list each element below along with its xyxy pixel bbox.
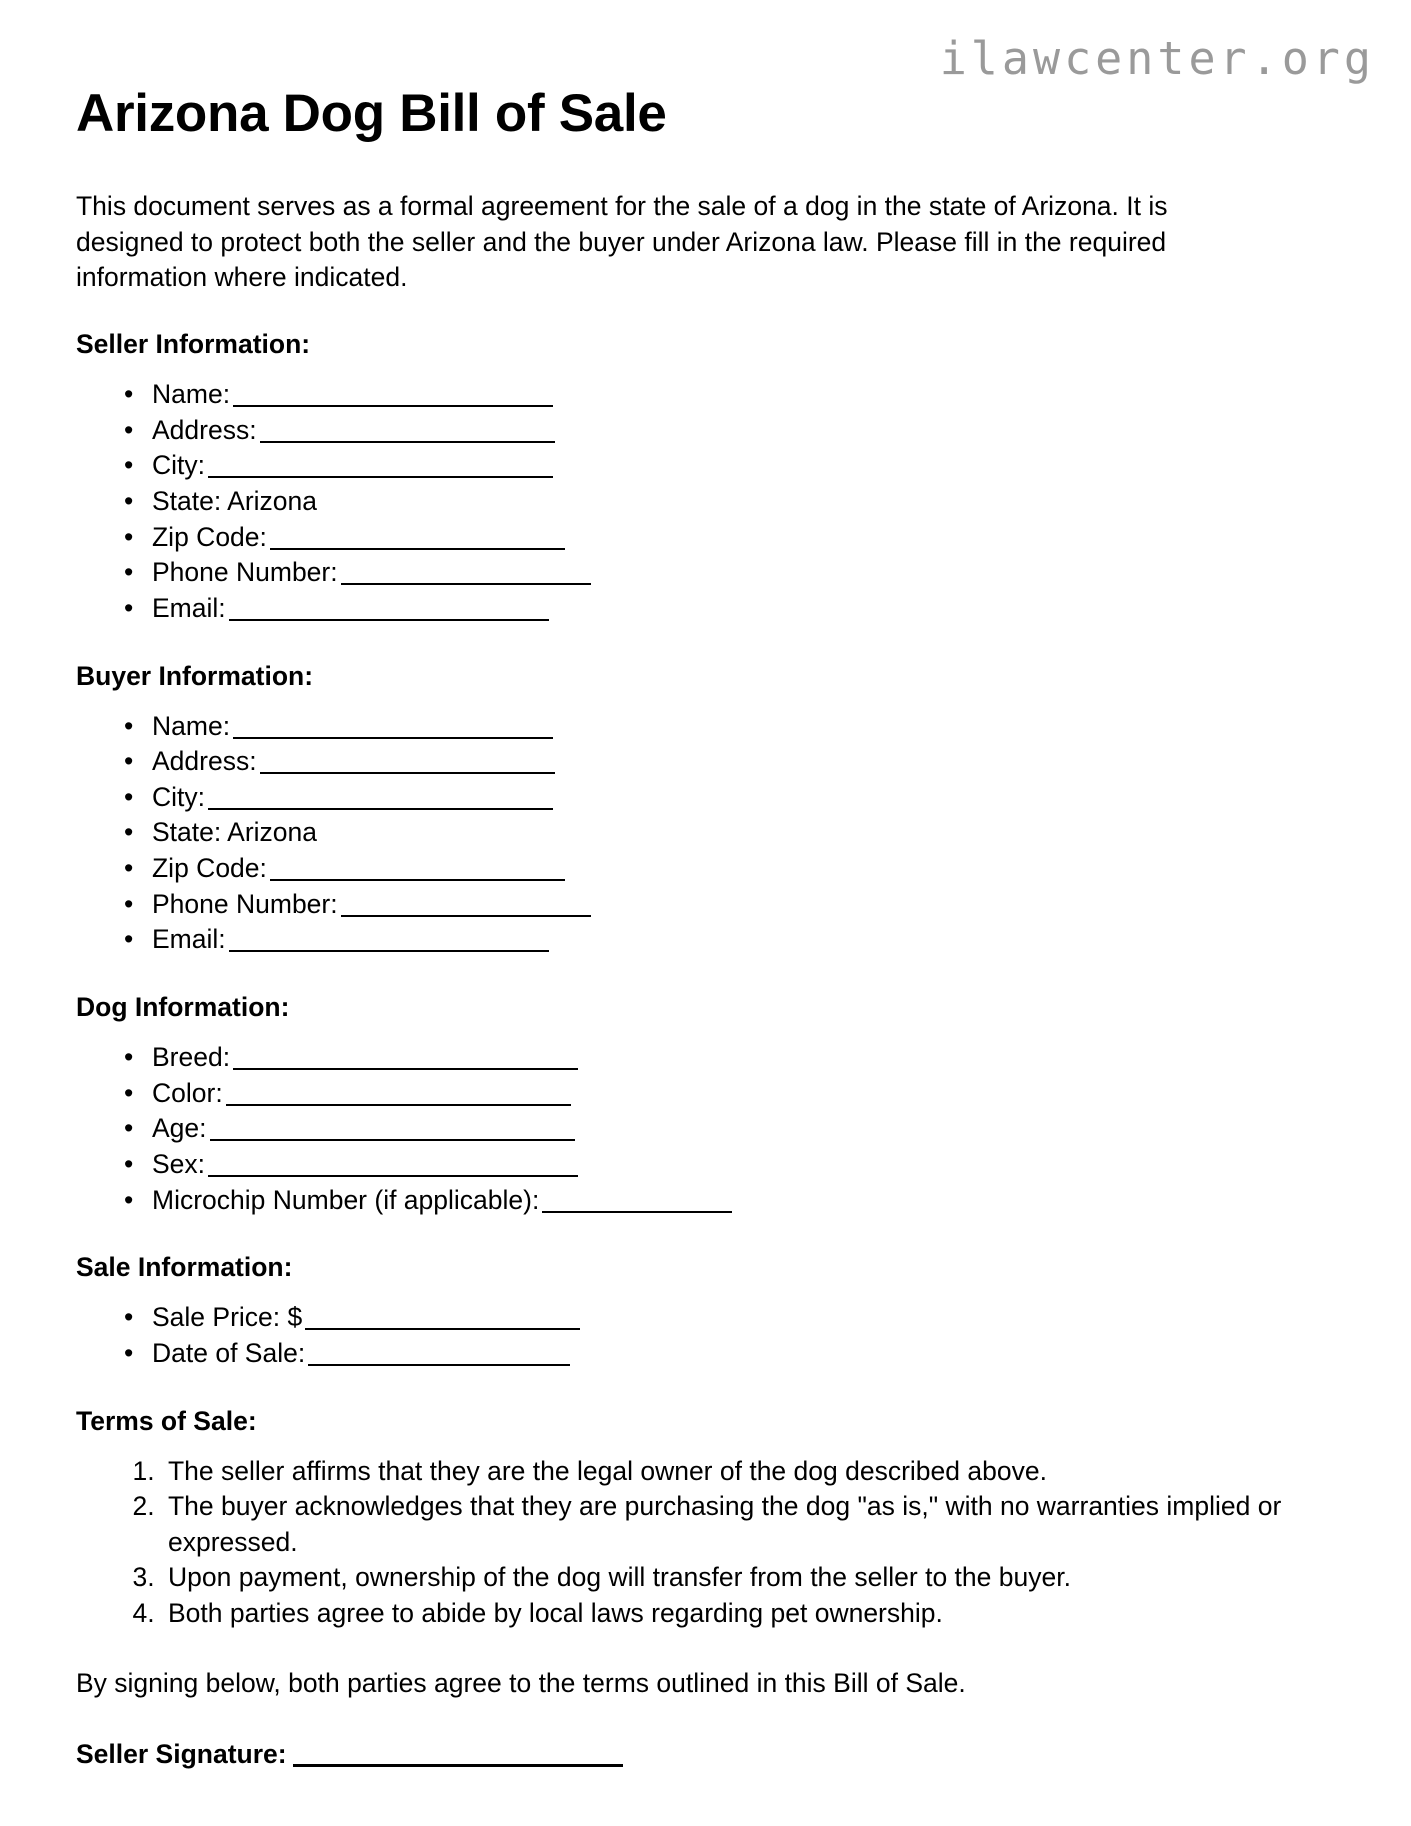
list-item <box>124 1147 1336 1183</box>
list-item <box>124 1040 1336 1076</box>
field-label: City: <box>152 781 205 812</box>
field-blank[interactable] <box>208 459 553 478</box>
section-heading-buyer: Buyer Information: <box>76 660 314 691</box>
field-label: Address: <box>152 746 257 777</box>
field-label: Address: <box>152 414 257 445</box>
field-blank[interactable] <box>229 933 549 952</box>
field-blank[interactable] <box>233 720 553 739</box>
field-label: Email: <box>152 924 226 955</box>
section-heading-terms: Terms of Sale: <box>76 1405 257 1436</box>
field-label: Email: <box>152 592 226 623</box>
field-label: Age: <box>152 1113 207 1144</box>
field-label: Breed: <box>152 1042 231 1073</box>
field-blank[interactable] <box>270 531 565 550</box>
list-item <box>124 1111 1336 1147</box>
field-blank[interactable] <box>233 388 553 407</box>
field-label: Microchip Number (if applicable): <box>152 1184 540 1215</box>
field-blank[interactable] <box>233 1051 578 1070</box>
list-item <box>124 1336 1336 1372</box>
field-blank[interactable] <box>229 602 549 621</box>
field-label: Color: <box>152 1077 223 1108</box>
field-label: Name: <box>152 379 231 410</box>
field-label: State: Arizona <box>152 485 317 516</box>
list-item <box>124 377 1336 413</box>
field-label: Name: <box>152 710 231 741</box>
buyer-field-list <box>76 709 1336 958</box>
list-item <box>124 815 1336 851</box>
terms-list <box>76 1454 1336 1632</box>
page-title: Arizona Dog Bill of Sale <box>76 84 667 143</box>
list-item <box>124 555 1336 591</box>
list-item: 4. Both parties agree to abide by local laws regarding pet ownership. <box>162 1596 1336 1632</box>
closing-paragraph: By signing below, both parties agree to the terms outlined in this Bill of Sale. <box>76 1667 966 1698</box>
list-item <box>124 1076 1336 1112</box>
list-item <box>124 780 1336 816</box>
list-item <box>124 887 1336 923</box>
field-blank[interactable] <box>305 1311 580 1330</box>
list-item <box>124 709 1336 745</box>
seller-field-list <box>76 377 1336 626</box>
list-item: 3. Upon payment, ownership of the dog will transfer from the seller to the buyer. <box>162 1560 1336 1596</box>
field-blank[interactable] <box>341 566 591 585</box>
field-label: City: <box>152 450 205 481</box>
field-blank[interactable] <box>208 791 553 810</box>
field-label: State: Arizona <box>152 817 317 848</box>
section-heading-dog: Dog Information: <box>76 992 290 1023</box>
list-item <box>124 484 1336 520</box>
field-label: Phone Number: <box>152 557 338 588</box>
field-blank[interactable] <box>260 424 555 443</box>
field-blank[interactable] <box>210 1122 575 1141</box>
field-blank[interactable] <box>308 1347 570 1366</box>
sale-field-list <box>76 1300 1336 1371</box>
signature-label: Seller Signature: <box>76 1738 287 1769</box>
section-heading-seller: Seller Information: <box>76 329 311 360</box>
field-blank[interactable] <box>260 755 555 774</box>
field-blank[interactable] <box>208 1158 578 1177</box>
field-blank[interactable] <box>226 1087 571 1106</box>
list-item <box>124 591 1336 627</box>
field-blank[interactable] <box>341 898 591 917</box>
field-label: Zip Code: <box>152 521 267 552</box>
list-item <box>124 1300 1336 1336</box>
field-label: Sale Price: $ <box>152 1302 303 1333</box>
document-content <box>76 84 1336 1770</box>
field-label: Phone Number: <box>152 888 338 919</box>
section-heading-sale: Sale Information: <box>76 1252 293 1283</box>
signature-blank[interactable] <box>293 1747 623 1767</box>
list-item: 2. The buyer acknowledges that they are purchasing the dog "as is," with no warranties implied or expressed. <box>162 1489 1336 1560</box>
list-item <box>124 922 1336 958</box>
list-item <box>124 448 1336 484</box>
seller-signature-line <box>76 1739 1336 1770</box>
field-label: Zip Code: <box>152 853 267 884</box>
site-watermark: ilawcenter.org <box>939 32 1375 85</box>
list-item <box>124 520 1336 556</box>
list-item <box>124 744 1336 780</box>
intro-paragraph: This document serves as a formal agreement for the sale of a dog in the state of Arizona. It is designed to protect both the seller and the buyer under Arizona law. Please fill in the required information where indicated. <box>76 191 1168 292</box>
list-item <box>124 851 1336 887</box>
list-item: 1. The seller affirms that they are the legal owner of the dog described above. <box>162 1454 1336 1490</box>
list-item <box>124 413 1336 449</box>
field-blank[interactable] <box>270 862 565 881</box>
list-item <box>124 1183 1336 1219</box>
field-label: Sex: <box>152 1148 206 1179</box>
dog-field-list <box>76 1040 1336 1218</box>
field-blank[interactable] <box>542 1194 732 1213</box>
field-label: Date of Sale: <box>152 1337 306 1368</box>
